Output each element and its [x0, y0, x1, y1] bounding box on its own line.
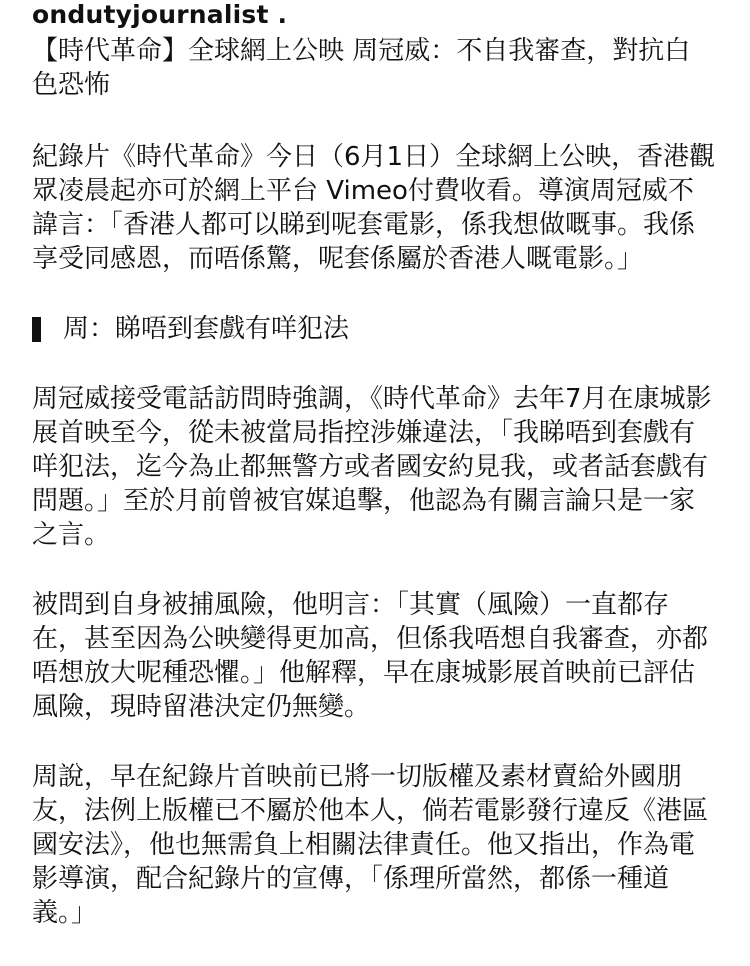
article-paragraph-2: 周冠威接受電話訪問時強調，《時代革命》去年7月在康城影展首映至今，從未被當局指控涉嫌違法，「我睇唔到套戲有咩犯法，迄今為止都無警方或者國安約見我，或者話套戲有問題。」至於月前曾被官媒追擊，他認為有關言論只是一家之言。: [32, 384, 712, 550]
section-subheading: [32, 312, 716, 346]
article-paragraph-4: 周說，早在紀錄片首映前已將一切版權及素材賣給外國朋友，法例上版權已不屬於他本人，倘若電影發行違反《港區國安法》，他也無需負上相關法律責任。他又指出，作為電影導演，配合紀錄片的宣傳，「係理所當然，都係一種道義。」: [32, 762, 709, 928]
article-paragraph-3: 被問到自身被捕風險，他明言：「其實（風險）一直都存在，甚至因為公映變得更加高，但係我唔想自我審查，亦都唔想放大呢種恐懼。」他解釋，早在康城影展首映前已評估風險，現時留港決定仍無變。: [32, 590, 709, 722]
post-title: 【時代革命】全球網上公映 周冠威：不自我審查，對抗白色恐怖: [32, 36, 691, 100]
subheading-text: 周：睇唔到套戲有咩犯法: [63, 314, 350, 344]
subheading-bar-marker: [32, 317, 41, 342]
post-username[interactable]: ondutyjournalist .: [32, 0, 288, 29]
article-paragraph-1: 紀錄片《時代革命》今日（6月1日）全球網上公映，香港觀眾凌晨起亦可於網上平台 Vimeo付費收看。導演周冠威不諱言：「香港人都可以睇到呢套電影，係我想做嘅事。我係享受同感恩，而唔係驚，呢套係屬於香港人嘅電影。」: [32, 142, 716, 274]
